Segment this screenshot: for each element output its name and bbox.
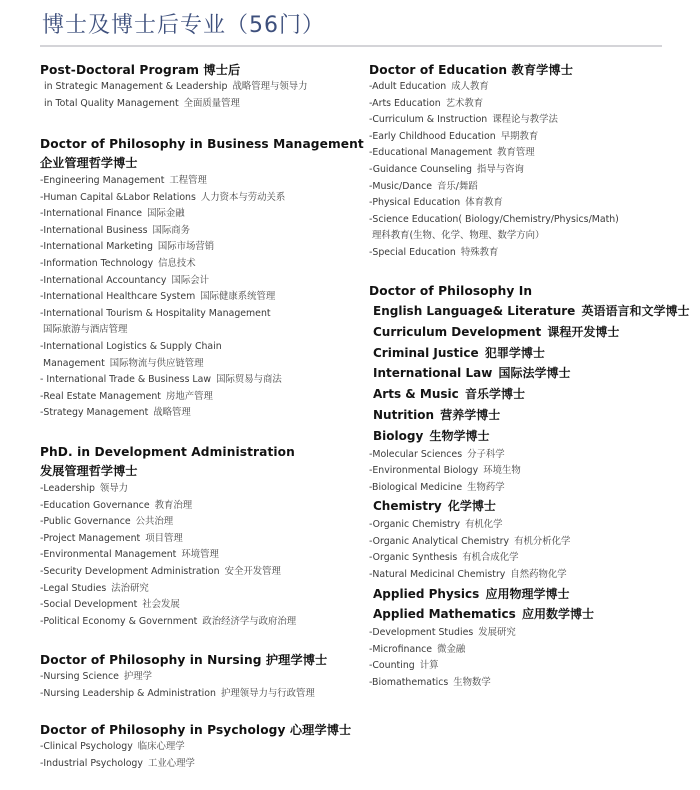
list-item <box>40 339 364 356</box>
list-item <box>40 206 364 223</box>
chinese-label: 安全开发管理 <box>224 565 281 577</box>
english-label: -Counting <box>369 660 415 672</box>
chinese-label: 成人教育 <box>451 81 489 92</box>
english-label: -Real Estate Management <box>40 390 161 402</box>
english-label: Arts & Music <box>373 387 459 402</box>
english-label: -Curriculum & Instruction <box>369 114 488 126</box>
english-label: -Biomathematics <box>369 676 449 688</box>
english-label: Nutrition <box>373 407 434 422</box>
chinese-label: 临床心理学 <box>137 741 185 752</box>
english-label: -Project Management <box>40 532 141 544</box>
chinese-label: 有机合成化学 <box>462 552 519 564</box>
english-label: -Organic Analytical Chemistry <box>369 535 510 547</box>
list-item <box>369 658 690 675</box>
chinese-label: 战略管理与领导力 <box>232 81 308 92</box>
english-label: -Education Governance <box>40 499 150 511</box>
chinese-label: 生物学博士 <box>429 428 490 443</box>
english-label: 国际旅游与酒店管理 <box>43 324 128 336</box>
chinese-label: 艺术教育 <box>445 97 484 109</box>
chinese-label: 国际市场营销 <box>157 241 215 253</box>
list-item <box>369 96 619 113</box>
english-label: -Industrial Psychology <box>40 757 143 769</box>
program-chemistry <box>369 496 690 517</box>
list-item <box>40 686 327 703</box>
english-label: -Educational Management <box>369 147 493 159</box>
english-label: -Nursing Science <box>40 671 119 682</box>
chinese-label: 法治研究 <box>111 582 149 594</box>
section-nursing <box>40 651 327 702</box>
chinese-label: 生物药学 <box>467 481 505 493</box>
list-item <box>40 372 364 389</box>
list-item <box>40 531 296 548</box>
english-label: in Total Quality Management <box>44 97 179 109</box>
english-label: -Adult Education <box>369 81 447 92</box>
list-item <box>369 534 690 551</box>
list-item <box>40 96 307 113</box>
list-item <box>40 547 296 564</box>
list-item <box>369 195 619 212</box>
list-item <box>40 306 364 323</box>
chinese-label: 工程管理 <box>169 175 207 186</box>
chinese-label: 教育治理 <box>154 499 193 511</box>
list-item <box>369 79 619 96</box>
chinese-label: 微金融 <box>437 643 466 655</box>
list-item <box>40 581 296 598</box>
list-item <box>40 564 296 581</box>
chinese-label: 国际金融 <box>147 208 185 220</box>
english-label: -Arts Education <box>369 97 441 109</box>
list-item <box>369 567 690 584</box>
english-label: -Engineering Management <box>40 175 165 186</box>
chinese-label: 生物数学 <box>453 676 491 688</box>
chinese-label: 政治经济学与政府治理 <box>202 615 297 627</box>
list-item <box>369 447 690 464</box>
list-item <box>369 625 690 642</box>
chinese-label: 国际贸易与商法 <box>216 374 282 386</box>
list-item <box>369 480 690 497</box>
chinese-label: 发展研究 <box>478 627 516 639</box>
english-label: -International Tourism & Hospitality Management <box>40 307 271 319</box>
chinese-label: 课程开发博士 <box>547 324 620 339</box>
chinese-label: 体育教育 <box>465 197 503 209</box>
chinese-label: 有机化学 <box>465 519 503 531</box>
chinese-label: 信息技术 <box>158 257 196 269</box>
list-item <box>40 514 296 531</box>
english-label: Applied Mathematics <box>373 607 516 622</box>
chinese-label: 教育管理 <box>497 147 535 159</box>
list-item <box>40 739 351 756</box>
list-item <box>369 129 619 146</box>
english-label: -Legal Studies <box>40 582 107 594</box>
section-philosophy-in <box>369 281 690 692</box>
program-criminal-justice <box>369 343 690 364</box>
list-item <box>40 289 364 306</box>
chinese-label: 指导与咨询 <box>477 163 524 175</box>
list-item <box>369 212 619 229</box>
list-item <box>369 463 690 480</box>
section-title: Doctor of Education 教育学博士 <box>369 63 573 77</box>
english-label: Applied Physics <box>373 586 480 601</box>
chinese-label: 领导力 <box>99 483 129 494</box>
english-label: International Law <box>373 366 493 381</box>
english-label: -International Marketing <box>40 241 153 253</box>
chinese-label: 国际健康系统管理 <box>200 291 276 303</box>
program-international-law <box>369 363 690 384</box>
english-label: -Biological Medicine <box>369 481 463 493</box>
section-title: Post-Doctoral Program 博士后 <box>40 63 241 77</box>
list-item <box>40 498 296 515</box>
english-label: -Music/Dance <box>369 180 433 192</box>
english-label: Criminal Justice <box>373 345 479 360</box>
list-item <box>369 162 619 179</box>
chinese-label: 国际物流与供应链管理 <box>109 357 204 369</box>
list-item <box>369 642 690 659</box>
english-label: English Language& Literature <box>373 304 576 318</box>
program-nutrition <box>369 405 690 426</box>
list-item-continuation <box>40 356 364 373</box>
list-item <box>40 190 364 207</box>
english-label: -Nursing Leadership & Administration <box>40 687 216 699</box>
section-subtitle: 发展管理哲学博士 <box>40 464 138 478</box>
english-label: -Organic Synthesis <box>369 552 458 564</box>
section-development-administration <box>40 443 296 630</box>
english-label: -Political Economy & Government <box>40 615 198 627</box>
english-label: -Science Education( Biology/Chemistry/Physics/Math) <box>369 213 619 225</box>
english-label: -Early Childhood Education <box>369 130 496 142</box>
chinese-label: 环境管理 <box>181 549 219 561</box>
section-subtitle: 企业管理哲学博士 <box>40 156 138 170</box>
chinese-label: 公共治理 <box>135 516 174 528</box>
chinese-label: 人力资本与劳动关系 <box>200 191 286 203</box>
list-item <box>369 675 690 692</box>
english-label: -International Finance <box>40 208 143 220</box>
section-title: Doctor of Philosophy in Psychology 心理学博士 <box>40 723 352 737</box>
section-post-doctoral <box>40 61 307 112</box>
list-item <box>40 481 296 498</box>
section-title: PhD. in Development Administration <box>40 445 295 459</box>
list-item <box>40 256 364 273</box>
chinese-label: 国际法学博士 <box>498 366 571 381</box>
english-label: -Development Studies <box>369 627 474 639</box>
section-psychology <box>40 721 351 772</box>
english-label: - International Trade & Business Law <box>40 374 212 386</box>
program-curriculum <box>369 322 690 343</box>
chinese-label: 音乐/舞蹈 <box>437 180 478 192</box>
chinese-label: 护理领导力与行政管理 <box>220 687 315 699</box>
list-item <box>40 405 364 422</box>
english-label: Management <box>43 357 105 369</box>
page-title: 博士及博士后专业（56门） <box>42 13 325 38</box>
english-label: -Human Capital &Labor Relations <box>40 191 196 203</box>
chinese-label: 有机分析化学 <box>514 535 571 547</box>
program-applied-mathematics <box>369 604 690 625</box>
chinese-label: 环境生物 <box>483 465 521 477</box>
section-education <box>369 61 619 262</box>
chinese-label: 国际商务 <box>152 224 191 236</box>
list-item-continuation <box>40 322 364 339</box>
program-biology <box>369 426 690 447</box>
section-business-management <box>40 135 364 422</box>
chinese-label: 护理学 <box>123 671 153 682</box>
english-label: -Physical Education <box>369 197 461 209</box>
list-item <box>40 223 364 240</box>
english-label: -International Accountancy <box>40 274 167 286</box>
english-label: in Strategic Management & Leadership <box>44 81 228 92</box>
list-item <box>369 179 619 196</box>
chinese-label: 国际会计 <box>171 274 209 286</box>
chinese-label: 音乐学博士 <box>464 387 525 402</box>
english-label: -International Logistics & Supply Chain <box>40 340 222 352</box>
english-label: -Environmental Management <box>40 549 177 561</box>
english-label: Curriculum Development <box>373 324 542 339</box>
list-item <box>40 614 296 631</box>
list-item <box>40 239 364 256</box>
chinese-label: 工业心理学 <box>147 757 195 769</box>
english-label: -Social Development <box>40 599 138 611</box>
chinese-label: 犯罪学博士 <box>484 345 545 360</box>
list-item <box>40 173 364 190</box>
english-label: Biology <box>373 428 424 443</box>
program-english <box>369 301 690 322</box>
list-item <box>369 517 690 534</box>
list-item <box>369 112 619 129</box>
list-item <box>40 79 307 96</box>
english-label: -Clinical Psychology <box>40 741 133 752</box>
list-item <box>369 245 619 262</box>
english-label: -Guidance Counseling <box>369 163 472 175</box>
english-label: -Microfinance <box>369 643 433 655</box>
list-item-continuation <box>369 228 619 245</box>
list-item <box>369 145 619 162</box>
list-item <box>40 273 364 290</box>
chinese-label: 早期教育 <box>500 130 539 142</box>
chinese-label: 计算 <box>419 660 439 672</box>
chinese-label: 分子科学 <box>467 448 505 460</box>
english-label: -Public Governance <box>40 516 131 528</box>
chinese-label: 特殊教育 <box>460 246 499 258</box>
english-label: -Information Technology <box>40 257 154 269</box>
section-title: Doctor of Philosophy in Nursing 护理学博士 <box>40 653 328 667</box>
chinese-label: 项目管理 <box>145 532 183 544</box>
chinese-label: 房地产管理 <box>165 390 213 402</box>
chinese-label: 化学博士 <box>447 499 496 514</box>
chinese-label: 英语语言和文学博士 <box>581 304 690 318</box>
english-label: -Environmental Biology <box>369 465 479 477</box>
chinese-label: 战略管理 <box>153 407 191 419</box>
english-label: 理科教育(生物、化学、物理、数学方向） <box>372 230 545 242</box>
program-arts-music <box>369 384 690 405</box>
english-label: -International Business <box>40 224 148 236</box>
english-label: -Natural Medicinal Chemistry <box>369 568 506 580</box>
english-label: Chemistry <box>373 499 442 514</box>
title-divider <box>40 45 662 47</box>
chinese-label: 应用数学博士 <box>521 607 594 622</box>
english-label: -Molecular Sciences <box>369 448 463 460</box>
chinese-label: 应用物理学博士 <box>485 586 570 601</box>
chinese-label: 自然药物化学 <box>510 568 567 580</box>
english-label: -Strategy Management <box>40 407 149 419</box>
list-item <box>40 669 327 686</box>
chinese-label: 全面质量管理 <box>183 97 240 109</box>
list-item <box>369 550 690 567</box>
section-title: Doctor of Philosophy in Business Management <box>40 137 364 151</box>
list-item <box>40 597 296 614</box>
chinese-label: 社会发展 <box>142 599 180 611</box>
english-label: -International Healthcare System <box>40 291 196 303</box>
program-applied-physics <box>369 584 690 605</box>
english-label: -Leadership <box>40 483 95 494</box>
english-label: -Organic Chemistry <box>369 519 461 531</box>
english-label: -Security Development Administration <box>40 565 220 577</box>
section-title: Doctor of Philosophy In <box>369 284 533 298</box>
english-label: -Special Education <box>369 246 456 258</box>
list-item <box>40 756 351 773</box>
list-item <box>40 389 364 406</box>
chinese-label: 营养学博士 <box>440 407 501 422</box>
chinese-label: 课程论与教学法 <box>492 114 558 126</box>
